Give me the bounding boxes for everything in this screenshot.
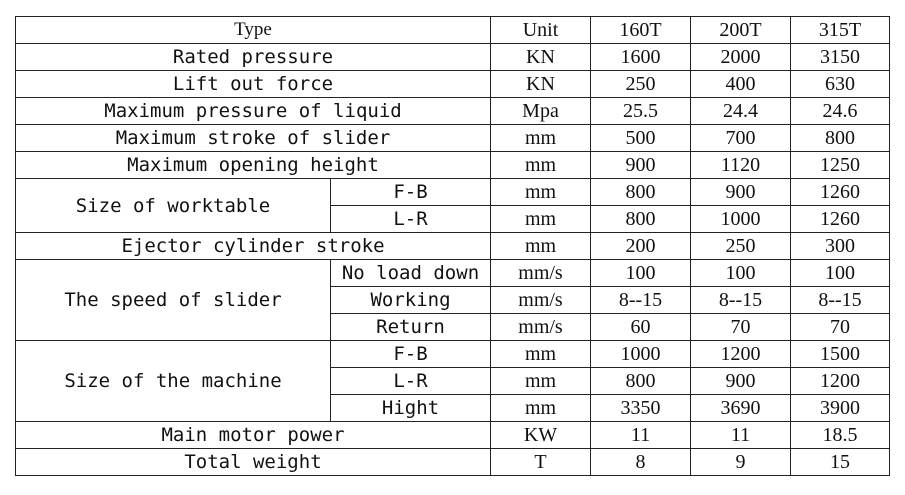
row-value: 2000 bbox=[691, 44, 791, 71]
row-value: 250 bbox=[591, 71, 691, 98]
row-value: 1260 bbox=[791, 179, 890, 206]
row-unit: mm bbox=[491, 395, 591, 422]
row-value: 700 bbox=[691, 125, 791, 152]
row-value: 9 bbox=[691, 449, 791, 476]
table-row bbox=[16, 71, 890, 98]
row-unit: mm bbox=[491, 152, 591, 179]
row-value: 3900 bbox=[791, 395, 890, 422]
row-value: 500 bbox=[591, 125, 691, 152]
table-row bbox=[16, 98, 890, 125]
row-value: 1000 bbox=[691, 206, 791, 233]
header-model: 160T bbox=[591, 17, 691, 44]
row-value: 1250 bbox=[791, 152, 890, 179]
row-value: 300 bbox=[791, 233, 890, 260]
row-value: 24.4 bbox=[691, 98, 791, 125]
row-unit: mm bbox=[491, 179, 591, 206]
table-row bbox=[16, 44, 890, 71]
row-unit: mm bbox=[491, 125, 591, 152]
row-label: Rated pressure bbox=[16, 44, 491, 71]
row-unit: T bbox=[491, 449, 591, 476]
row-value: 900 bbox=[591, 152, 691, 179]
row-value: 70 bbox=[691, 314, 791, 341]
row-value: 24.6 bbox=[791, 98, 890, 125]
row-sublabel: No load down bbox=[331, 260, 491, 287]
row-unit: KN bbox=[491, 71, 591, 98]
row-value: 1000 bbox=[591, 341, 691, 368]
row-unit: Mpa bbox=[491, 98, 591, 125]
spec-table bbox=[15, 16, 890, 476]
row-value: 8 bbox=[591, 449, 691, 476]
row-label: Maximum pressure of liquid bbox=[16, 98, 491, 125]
row-label: Total weight bbox=[16, 449, 491, 476]
header-model: 200T bbox=[691, 17, 791, 44]
row-unit: KN bbox=[491, 44, 591, 71]
row-value: 100 bbox=[591, 260, 691, 287]
header-unit: Unit bbox=[491, 17, 591, 44]
row-label: Main motor power bbox=[16, 422, 491, 449]
row-value: 8--15 bbox=[791, 287, 890, 314]
row-value: 800 bbox=[591, 179, 691, 206]
table-row bbox=[16, 152, 890, 179]
row-value: 630 bbox=[791, 71, 890, 98]
row-value: 1120 bbox=[691, 152, 791, 179]
row-label: Lift out force bbox=[16, 71, 491, 98]
row-value: 11 bbox=[591, 422, 691, 449]
row-sublabel: F-B bbox=[331, 341, 491, 368]
table-row bbox=[16, 233, 890, 260]
row-value: 1200 bbox=[791, 368, 890, 395]
row-value: 800 bbox=[791, 125, 890, 152]
row-value: 3150 bbox=[791, 44, 890, 71]
row-value: 18.5 bbox=[791, 422, 890, 449]
row-unit: mm/s bbox=[491, 287, 591, 314]
row-value: 100 bbox=[791, 260, 890, 287]
table-row bbox=[16, 341, 890, 368]
header-row bbox=[16, 17, 890, 44]
header-type: Type bbox=[16, 17, 491, 44]
row-value: 900 bbox=[691, 179, 791, 206]
row-unit: mm bbox=[491, 233, 591, 260]
table-row bbox=[16, 179, 890, 206]
group-label: Size of the machine bbox=[16, 341, 331, 422]
row-value: 200 bbox=[591, 233, 691, 260]
table-row bbox=[16, 422, 890, 449]
row-value: 1600 bbox=[591, 44, 691, 71]
row-value: 100 bbox=[691, 260, 791, 287]
group-label: The speed of slider bbox=[16, 260, 331, 341]
row-label: Maximum opening height bbox=[16, 152, 491, 179]
row-value: 70 bbox=[791, 314, 890, 341]
row-value: 900 bbox=[691, 368, 791, 395]
row-unit: mm/s bbox=[491, 260, 591, 287]
row-value: 800 bbox=[591, 368, 691, 395]
header-model: 315T bbox=[791, 17, 890, 44]
table-row bbox=[16, 449, 890, 476]
row-unit: mm bbox=[491, 368, 591, 395]
row-sublabel: L-R bbox=[331, 206, 491, 233]
row-unit: mm bbox=[491, 341, 591, 368]
row-label: Maximum stroke of slider bbox=[16, 125, 491, 152]
row-value: 3690 bbox=[691, 395, 791, 422]
row-sublabel: Hight bbox=[331, 395, 491, 422]
row-value: 1260 bbox=[791, 206, 890, 233]
table-row bbox=[16, 260, 890, 287]
row-value: 1500 bbox=[791, 341, 890, 368]
row-value: 8--15 bbox=[691, 287, 791, 314]
row-value: 800 bbox=[591, 206, 691, 233]
row-sublabel: L-R bbox=[331, 368, 491, 395]
row-sublabel: Working bbox=[331, 287, 491, 314]
row-unit: KW bbox=[491, 422, 591, 449]
row-value: 1200 bbox=[691, 341, 791, 368]
row-value: 250 bbox=[691, 233, 791, 260]
row-value: 60 bbox=[591, 314, 691, 341]
row-unit: mm/s bbox=[491, 314, 591, 341]
group-label: Size of worktable bbox=[16, 179, 331, 233]
row-value: 8--15 bbox=[591, 287, 691, 314]
row-value: 15 bbox=[791, 449, 890, 476]
table-row bbox=[16, 125, 890, 152]
row-value: 3350 bbox=[591, 395, 691, 422]
row-sublabel: F-B bbox=[331, 179, 491, 206]
row-value: 25.5 bbox=[591, 98, 691, 125]
row-sublabel: Return bbox=[331, 314, 491, 341]
row-value: 11 bbox=[691, 422, 791, 449]
row-value: 400 bbox=[691, 71, 791, 98]
row-unit: mm bbox=[491, 206, 591, 233]
row-label: Ejector cylinder stroke bbox=[16, 233, 491, 260]
